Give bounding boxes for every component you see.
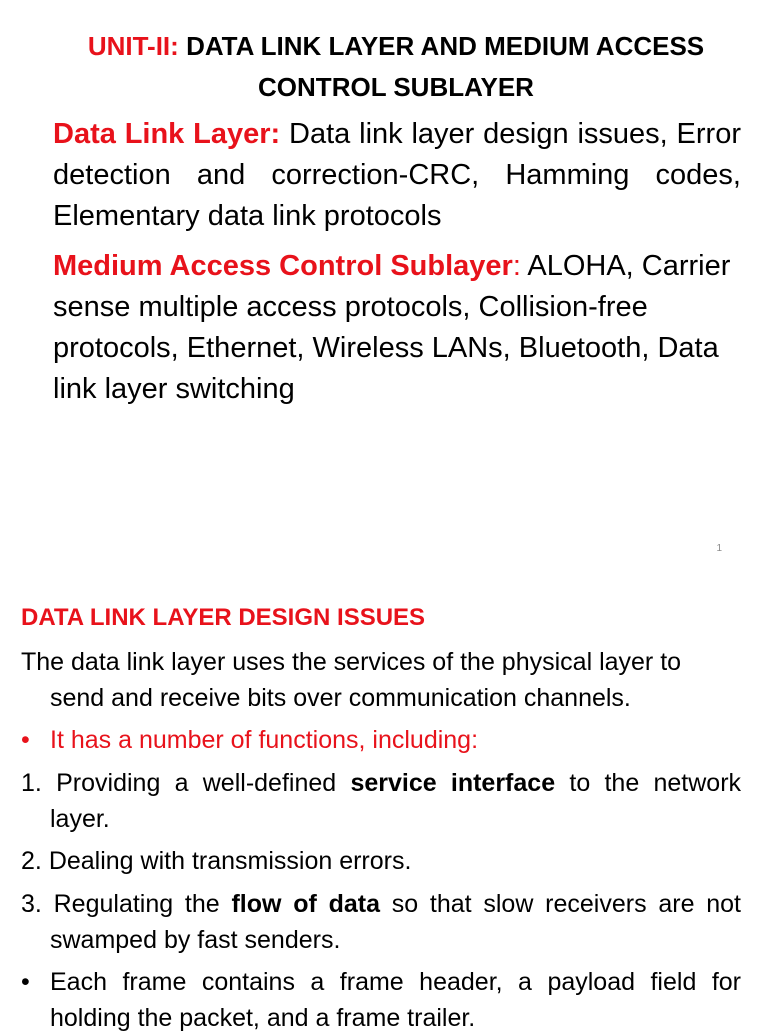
list-item-3 — [21, 886, 741, 958]
dll-label: Data Link Layer: — [53, 118, 281, 150]
item-1-rest: to the network layer. — [50, 769, 742, 833]
bullet-icon: • — [21, 968, 30, 996]
item-2-text: Dealing with transmission errors. — [48, 847, 412, 875]
functions-intro: It has a number of functions, including: — [50, 726, 479, 754]
item-1-bold: service interface — [350, 769, 556, 797]
list-item-2 — [21, 843, 741, 879]
mac-colon: : — [512, 250, 521, 282]
frame-text: Each frame contains a frame header, a payload field for holding the packet, and a frame trailer. — [50, 968, 741, 1032]
item-1-number: 1. — [21, 769, 42, 797]
item-2-number: 2. — [21, 847, 42, 875]
unit-title: DATA LINK LAYER AND MEDIUM ACCESS CONTROL SUBLAYER — [186, 31, 705, 102]
item-3-text: Regulating the — [53, 890, 220, 918]
item-3-rest: so that slow receivers are not swamped by fast senders. — [50, 890, 741, 954]
mac-label: Medium Access Control Sublayer — [53, 250, 513, 282]
mac-topics: ALOHA, Carrier sense multiple access protocols, Collision-free protocols, Ethernet, Wireless LANs, Bluetooth, Data link layer switching — [53, 250, 731, 405]
mac-paragraph — [53, 246, 741, 410]
list-item-1 — [21, 765, 741, 837]
page-number: 1 — [716, 543, 722, 554]
item-3-number: 3. — [21, 890, 42, 918]
frame-bullet — [21, 964, 741, 1036]
item-1-text: Providing a well-defined — [56, 769, 337, 797]
slide-title — [40, 26, 752, 108]
dll-topics: Data link layer design issues, Error detection and correction-CRC, Hamming codes, Elementary data link protocols — [53, 118, 741, 232]
dll-paragraph — [53, 114, 741, 237]
functions-bullet — [21, 722, 741, 758]
slide-2 — [0, 575, 768, 1032]
item-3-bold: flow of data — [231, 890, 380, 918]
section-heading: DATA LINK LAYER DESIGN ISSUES — [21, 604, 426, 631]
bullet-icon: • — [21, 726, 30, 754]
unit-label: UNIT-II: — [87, 31, 179, 61]
intro-paragraph: The data link layer uses the services of the physical layer to send and receive bits over communication channels. — [21, 648, 682, 712]
